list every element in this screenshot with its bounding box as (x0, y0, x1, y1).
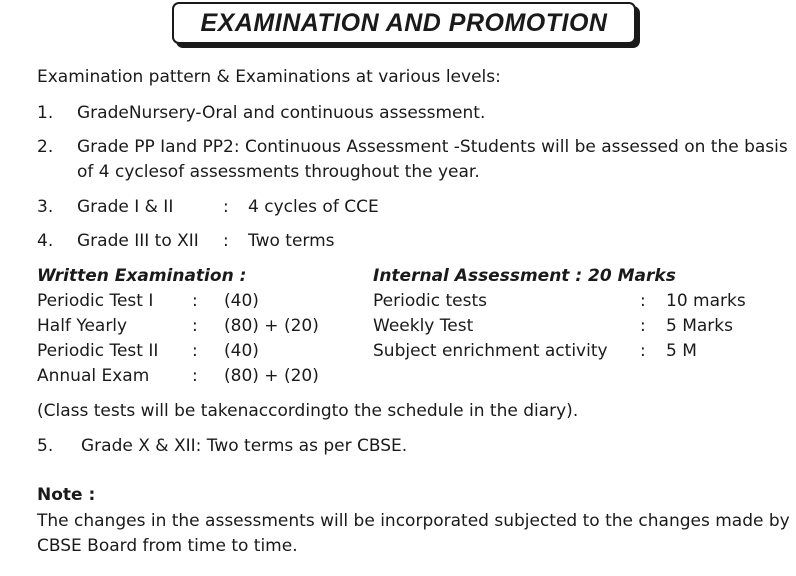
item-4-value: Two terms (248, 231, 335, 251)
written-row-separator: : (192, 291, 198, 311)
item-1-text: GradeNursery-Oral and continuous assessment. (77, 103, 486, 123)
written-row-value: (40) (224, 341, 259, 361)
written-row-separator: : (192, 366, 198, 386)
internal-row-separator: : (640, 341, 646, 361)
written-row-value: (80) + (20) (224, 366, 319, 386)
intro-text: Examination pattern & Examinations at various levels: (37, 67, 501, 87)
item-4-label: Grade III to XII (77, 231, 199, 251)
written-row-label: Periodic Test II (37, 341, 159, 361)
item-1-number: 1. (37, 103, 54, 123)
note-heading: Note : (37, 485, 96, 505)
internal-row-separator: : (640, 291, 646, 311)
internal-row-separator: : (640, 316, 646, 336)
item-3-value: 4 cycles of CCE (248, 197, 379, 217)
internal-row-label: Periodic tests (373, 291, 487, 311)
written-row-value: (40) (224, 291, 259, 311)
note-line-1: The changes in the assessments will be incorporated subjected to the changes made by (37, 511, 790, 531)
item-2-number: 2. (37, 137, 54, 157)
title-banner (172, 2, 636, 44)
internal-row-label: Subject enrichment activity (373, 341, 608, 361)
written-row-label: Periodic Test I (37, 291, 154, 311)
internal-assessment-heading: Internal Assessment : 20 Marks (373, 266, 676, 286)
written-row-separator: : (192, 341, 198, 361)
item-3-number: 3. (37, 197, 54, 217)
page-title: EXAMINATION AND PROMOTION (172, 2, 636, 44)
item-5-text: Grade X & XII: Two terms as per CBSE. (81, 436, 408, 456)
written-exam-heading: Written Examination : (37, 266, 247, 286)
item-5-number: 5. (37, 436, 54, 456)
internal-row-label: Weekly Test (373, 316, 474, 336)
internal-row-value: 5 M (666, 341, 697, 361)
item-3-label: Grade I & II (77, 197, 174, 217)
written-row-value: (80) + (20) (224, 316, 319, 336)
written-row-separator: : (192, 316, 198, 336)
note-line-2: CBSE Board from time to time. (37, 536, 298, 556)
item-4-separator: : (223, 231, 229, 251)
internal-row-value: 5 Marks (666, 316, 733, 336)
class-tests-note: (Class tests will be takenaccordingto the schedule in the diary). (37, 401, 579, 421)
written-row-label: Annual Exam (37, 366, 150, 386)
internal-row-value: 10 marks (666, 291, 746, 311)
written-row-label: Half Yearly (37, 316, 128, 336)
item-2-line-1: Grade PP Iand PP2: Continuous Assessment -Students will be assessed on the basis (77, 137, 788, 157)
item-2-line-2: of 4 cyclesof assessments throughout the year. (77, 162, 480, 182)
item-3-separator: : (223, 197, 229, 217)
item-4-number: 4. (37, 231, 54, 251)
